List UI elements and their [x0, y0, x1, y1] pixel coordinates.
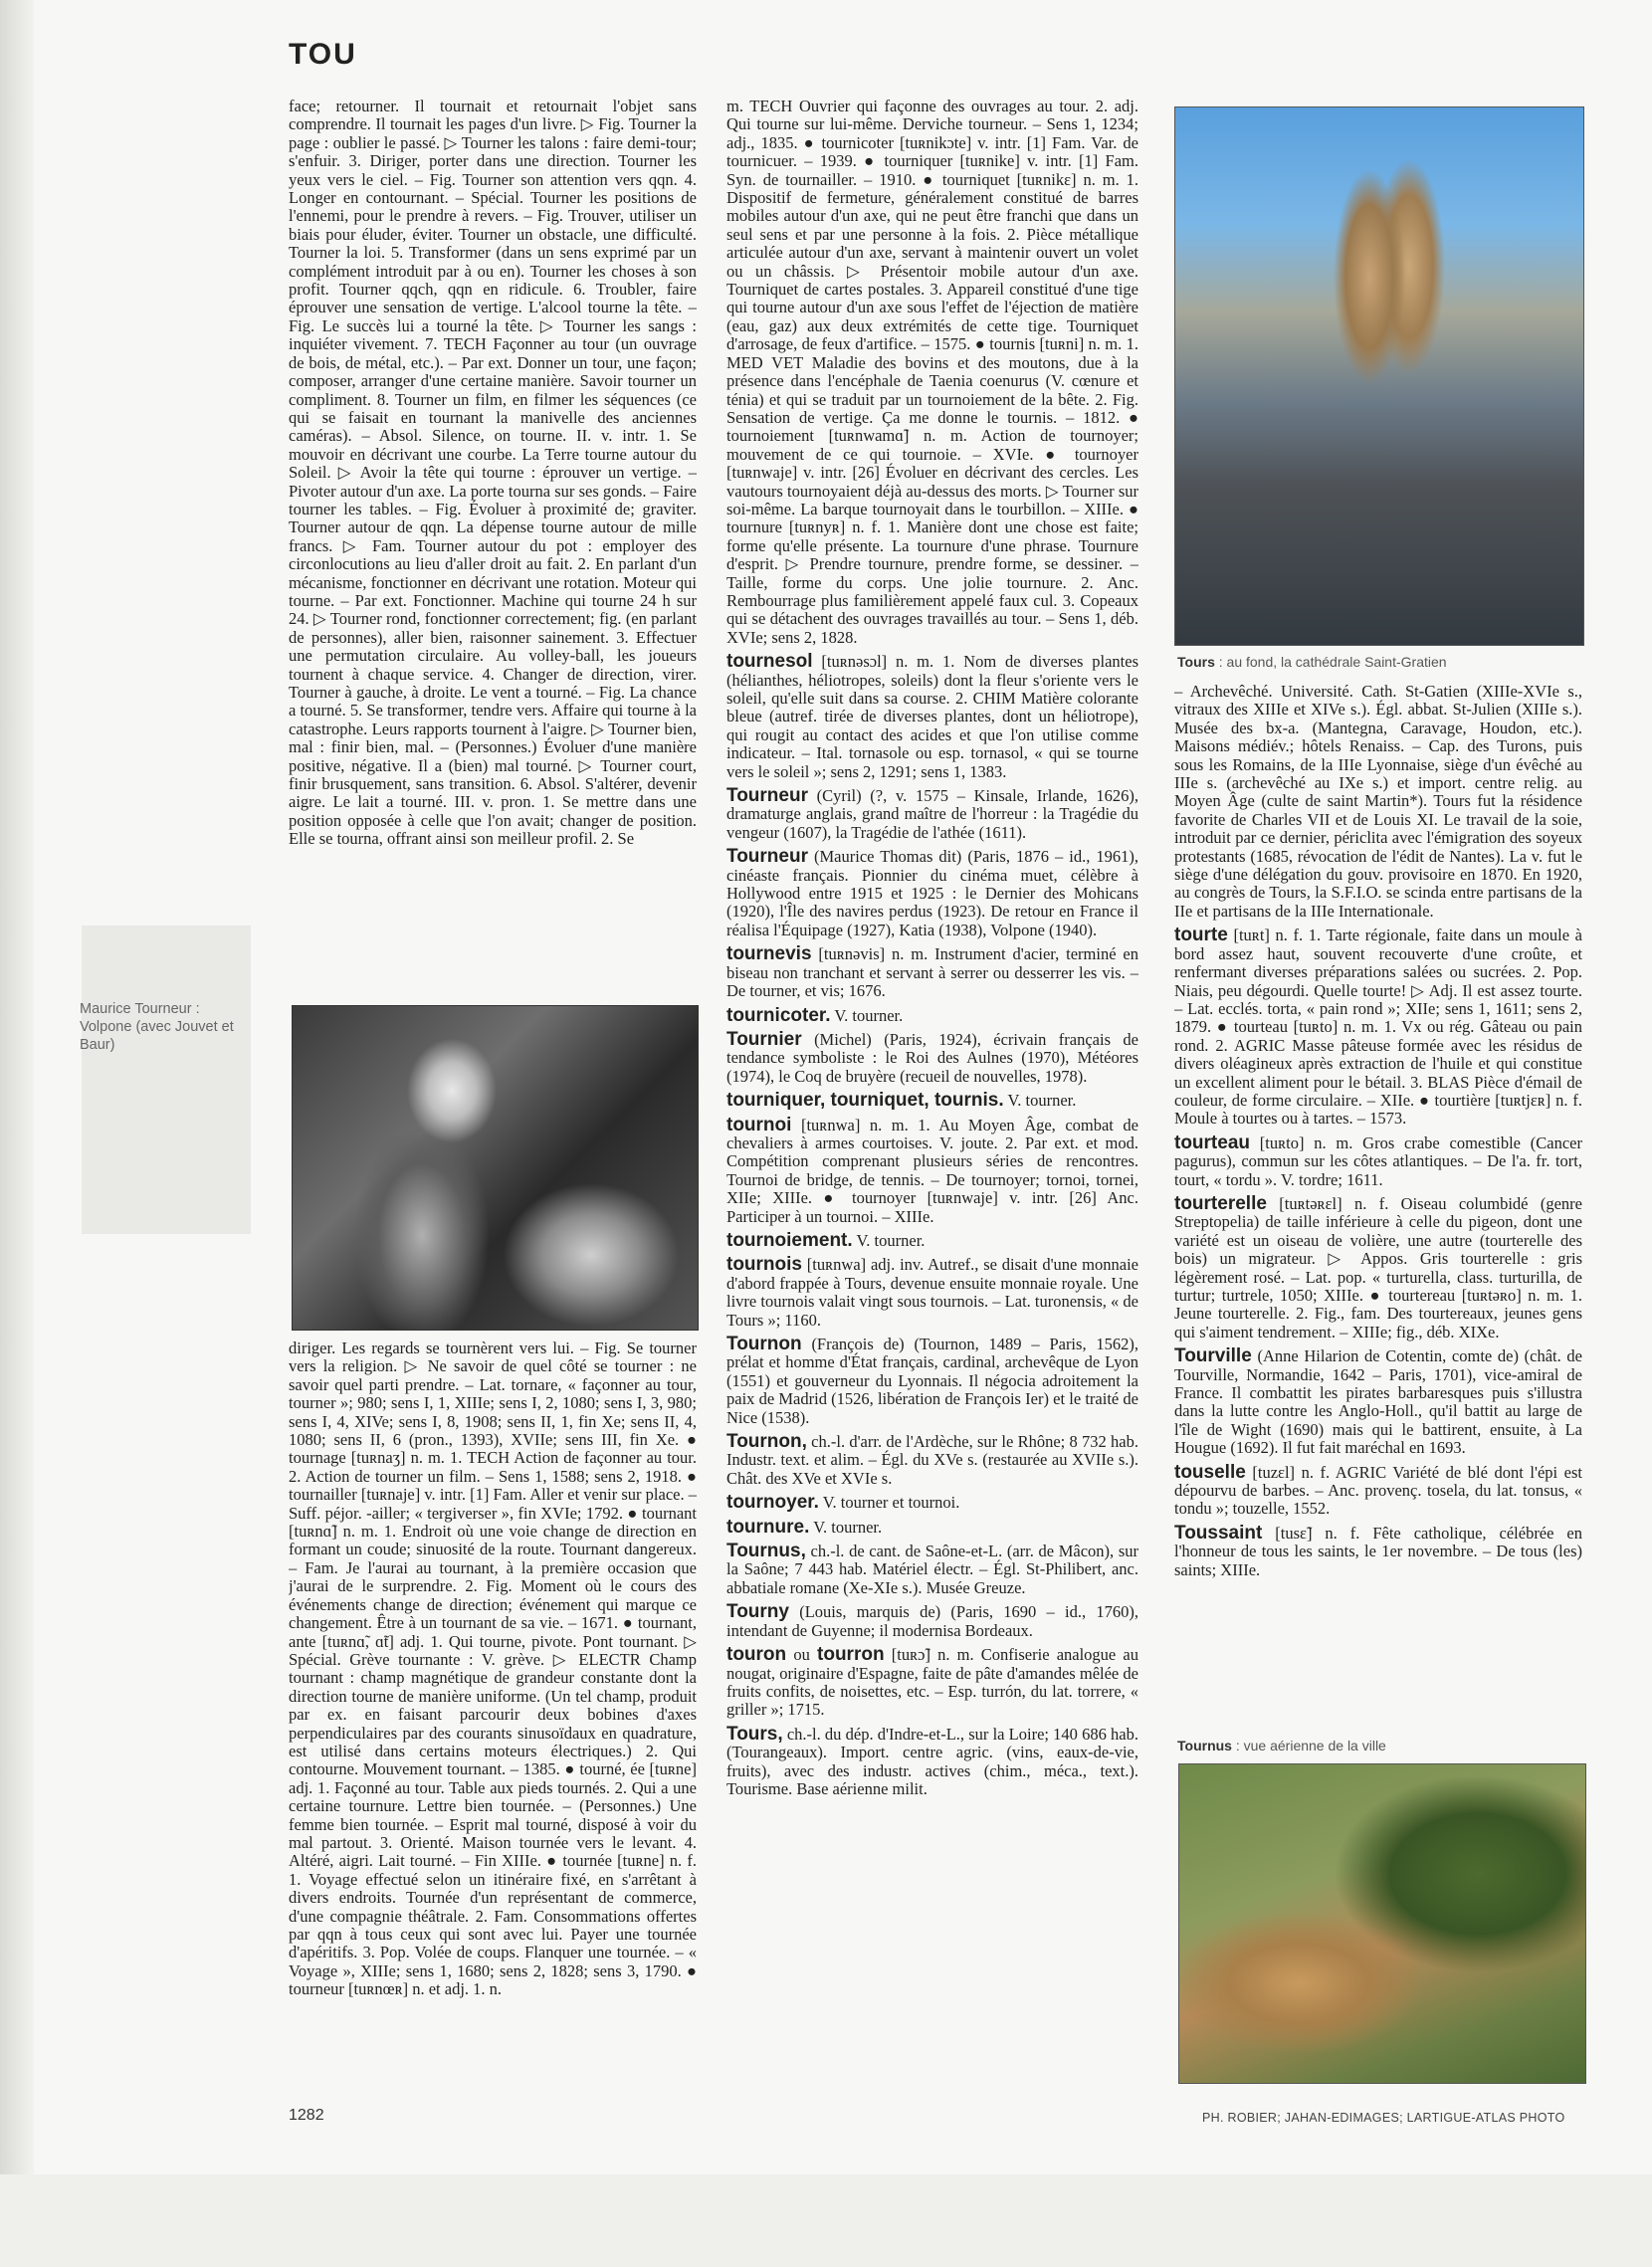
dictionary-entry: tournoiement. V. tourner.	[726, 1229, 926, 1251]
dictionary-entry: tourterelle [tuʀtəʀɛl] n. f. Oiseau columbidé (genre Streptopelia) de taille inférieure à celle du pigeon, dont une variété est un oiseau de volière, une autre (tourterelle des bois) un migrateur. ▷ Appos. Gris tourterelle : gris légèrement rosé. – Lat. pop. « turturella, class. turturilla, de turtur; turtrele, 1050; XIIIe. ● tourtereau [tuʀtəʀo] n. m. 1. Jeune tourterelle. 2. Fig., fam. Des tourtereaux, jeunes gens qui s'aiment tendrement. – XIIIe; fig., déb. XIXe.	[1174, 1192, 1582, 1341]
dictionary-entry: tournicoter. V. tourner.	[726, 1004, 904, 1026]
dictionary-entry: touron ou tourron [tuʀɔ̃] n. m. Confiserie analogue au nougat, originaire d'Espagne, faite de pâte d'amandes mêlée de fruits confits, de noisettes, etc. – Esp. turrón, du lat. torrere, « griller »; 1715.	[726, 1644, 1138, 1720]
dictionary-entry: m. TECH Ouvrier qui façonne des ouvrages au tour. 2. adj. Qui tourne sur lui-même. Derviche tourneur. – Sens 1, 1234; adj., 1835. ● tournicoter [tuʀnikɔte] v. intr. [1] Fam. Var. de tournicuer. – 1939. ● tourniquer [tuʀnike] v. intr. [1] Fam. Syn. de tournailler. – 1910. ● tourniquet [tuʀnikɛ] n. m. 1. Dispositif de fermeture, généralement constitué de barres mobiles autour d'un axe, qui ne peut être franchi que dans un seul sens et par une personne à la fois. 2. Pièce métallique articulée autour d'un axe, servant à maintenir ouvert un volet ou un châssis. ▷ Présentoir mobile autour d'un axe. Tourniquet de cartes postales. 3. Appareil constitué d'une tige qui tourne autour d'un axe sous l'effet de l'éjection de matière (eau, gaz) aux deux extrémités de cette tige. Tourniquet d'arrosage, de feux d'artifice. – 1575. ● tournis [tuʀni] n. m. 1. MED VET Maladie des bovins et des moutons, due à la présence dans l'encéphale de Taenia coenurus (V. cœnure et ténia) et qui se traduit par un tournoiement de la bête. 2. Fig. Sensation de vertige. Ça me donne le tournis. – 1812. ● tournoiement [tuʀnwamɑ̃] n. m. Action de tournoyer; mouvement de ce qui tournoie. – XVIe. ● tournoyer [tuʀnwaje] v. intr. [26] Évoluer en décrivant des cercles. Les vautours tournoyaient déjà au-dessus des morts. ▷ Tourner sur soi-même. La barque tournoyait dans le tourbillon. – XIIIe. ● tournure [tuʀnyʀ] n. f. 1. Manière dont une chose est faite; forme qu'elle présente. La tournure d'une phrase. Tournure d'esprit. ▷ Prendre tournure, prendre forme, se dessiner. – Taille, forme du corps. Une jolie tournure. 2. Anc. Rembourrage plus familièrement appelé faux cul. 3. Copeaux qui se détachent des ouvrages travaillés au tour. – Sens 1, déb. XVIe; sens 2, 1828.	[726, 98, 1138, 647]
column-1-bottom	[289, 1340, 697, 2088]
caption-tournus	[1177, 1737, 1386, 1754]
dictionary-entry: Tournier (Michel) (Paris, 1924), écrivain français de tendance symboliste : le Roi des Aulnes (1970), Météores (1974), le Coq de bruyère (recueil de nouvelles, 1978).	[726, 1028, 1138, 1086]
page-gutter	[0, 0, 34, 2267]
caption-tournus-name: Tournus	[1177, 1738, 1232, 1753]
column-1-top	[289, 98, 697, 978]
dictionary-entry: tournure. V. tourner.	[726, 1516, 883, 1538]
caption-tours	[1177, 653, 1447, 671]
caption-tournus-text: : vue aérienne de la ville	[1235, 1738, 1386, 1753]
dictionary-entry: tourniquer, tourniquet, tournis. V. tourner.	[726, 1090, 1077, 1112]
caption-tourneur-name: Maurice Tourneur	[80, 1001, 192, 1017]
column-2	[726, 98, 1138, 2088]
page-number: 1282	[289, 2107, 324, 2124]
dictionary-entry: – Archevêché. Université. Cath. St-Gatien (XIIIe-XVIe s., vitraux des XIIIe et XIVe s.). Égl. abbat. St-Julien (XIIIe s.). Musée des bx-a. (Mantegna, Caravage, Houdon, etc.). Maisons médiév.; hôtels Renaiss. – Cap. des Turons, puis sous les Romains, de la IIIe Lyonnaise, siège d'un évêché au IIIe s. (archevêché au IXe s.) et import. centre relig. au Moyen Âge (culte de saint Martin*). Tours fut la résidence favorite de Charles VII et de Louis XI. Le travail de la soie, introduit par ce dernier, périclita avec l'émigration des soyeux protestants (1685, révocation de l'édit de Nantes). La v. fut le siège d'une délégation du gouv. provisoire en 1870. En 1920, au congrès de Tours, la S.F.I.O. se scinda entre partisans de la IIe et partisans de la IIIe Internationale.	[1174, 683, 1582, 921]
dictionary-entry: tournevis [tuʀnəvis] n. m. Instrument d'acier, terminé en biseau non tranchant et servant à serrer ou desserrer les vis. – De tourner, et vis; 1676.	[726, 943, 1138, 1001]
running-head: TOU	[289, 38, 357, 71]
dictionary-entry: Tourville (Anne Hilarion de Cotentin, comte de) (chât. de Tourville, Normandie, 1642 – Paris, 1701), vice-amiral de France. Il combattit les pirates barbaresques puis s'illustra dans la lutte contre les Anglo-Holl., qu'il battit au large de l'île de Wight (1690) mais qui le battirent, ensuite, à La Hougue (1692). Il fut fait maréchal en 1693.	[1174, 1345, 1582, 1458]
column-3	[1174, 683, 1582, 1738]
dictionary-entry: touselle [tuzɛl] n. f. AGRIC Variété de blé dont l'épi est dépourvu de barbes. – Anc. provenç. tosela, du lat. tonsus, « tondu »; touzelle, 1552.	[1174, 1461, 1582, 1519]
dictionary-entry: Toussaint [tusɛ̃] n. f. Fête catholique, célébrée en l'honneur de tous les saints, le 1er novembre. – De tous (les) saints; XIIIe.	[1174, 1522, 1582, 1579]
dictionary-entry: Tourneur (Cyril) (?, v. 1575 – Kinsale, Irlande, 1626), dramaturge anglais, grand maître de l'horreur : la Tragédie du vengeur (1607), la Tragédie de l'athée (1611).	[726, 785, 1138, 842]
caption-tourneur-text: : Volpone (avec Jouvet et Baur)	[80, 1001, 234, 1053]
dictionary-entry: tourteau [tuʀto] n. m. Gros crabe comestible (Cancer pagurus), commun sur les côtes atlantiques. – De l'a. fr. tort, tourt, « tordu ». V. tordre; 1611.	[1174, 1132, 1582, 1189]
photo-tours-cathedral	[1174, 106, 1584, 646]
dictionary-entry: Tournon (François de) (Tournon, 1489 – Paris, 1562), prélat et homme d'État français, cardinal, archevêque de Lyon (1551) et gouverneur du Lyonnais. Il négocia adroitement la paix de Madrid (1526, libération de François Ier) et le traité de Nice (1538).	[726, 1334, 1138, 1427]
dictionary-entry: Tourny (Louis, marquis de) (Paris, 1690 – id., 1760), intendant de Guyenne; il modernisa Bordeaux.	[726, 1601, 1138, 1640]
caption-tours-text: : au fond, la cathédrale Saint-Gratien	[1218, 654, 1447, 670]
dictionary-entry: Tours, ch.-l. du dép. d'Indre-et-L., sur la Loire; 140 686 hab. (Tourangeaux). Import. centre agric. (vins, eaux-de-vie, fruits), avec des industr. actives (chim., méca., text.). Tourisme. Base aérienne milit.	[726, 1723, 1138, 1798]
photo-tournus-aerial	[1178, 1763, 1586, 2084]
margin-caption-card	[82, 926, 251, 1234]
dictionary-entry: Tourneur (Maurice Thomas dit) (Paris, 1876 – id., 1961), cinéaste français. Pionnier du cinéma muet, célèbre à Hollywood entre 1915 et 1925 : le Dernier des Mohicans (1920), l'Île des navires perdus (1923). De retour en France il réalisa l'Équipage (1927), Katia (1938), Volpone (1940).	[726, 846, 1138, 939]
caption-tourneur	[80, 1000, 254, 1054]
dictionary-entry: tourte [tuʀt] n. f. 1. Tarte régionale, faite dans un moule à bord assez haut, souvent recouverte d'une croûte, et renfermant diverses préparations salées ou sucrées. 2. Pop. Niais, peu dégourdi. Quelle tourte! ▷ Adj. Il est assez tourte. – Lat. ecclés. torta, « pain rond »; XIIe; sens 1, 1611; sens 2, 1879. ● tourteau [tuʀto] n. m. 1. Vx ou rég. Gâteau ou pain rond. 2. AGRIC Masse pâteuse formée avec les résidus de divers oléagineux après extraction de l'huile et qui constitue un excellent aliment pour le bétail. 3. BLAS Pièce d'émail de couleur, de forme circulaire. – XIIe. ● tourtière [tuʀtjɛʀ] n. f. Moule à tourtes ou à tartes. – 1573.	[1174, 925, 1582, 1129]
photo-credit: PH. ROBIER; JAHAN-EDIMAGES; LARTIGUE-ATLAS PHOTO	[1202, 2111, 1565, 2125]
dictionary-entry: face; retourner. Il tournait et retournait l'objet sans comprendre. Il tournait les pages d'un livre. ▷ Fig. Tourner la page : oublier le passé. ▷ Tourner les talons : faire demi-tour; s'enfuir. 3. Diriger, porter dans une direction. Tourner les yeux vers le ciel. – Fig. Tourner son attention vers qqn. 4. Longer en contournant. – Spécial. Tourner les positions de l'ennemi, pour le prendre à revers. – Fig. Trouver, utiliser un biais pour éluder, éviter. Tourner un obstacle, une difficulté. Tourner la loi. 5. Transformer (dans un sens exprimé par un complément introduit par à ou en). Tourner les choses à son profit. Tourner qqch, qqn en ridicule. 6. Troubler, faire éprouver une sensation de vertige. L'alcool tourne la tête. – Fig. Le succès lui a tourné la tête. ▷ Tourner les sangs : inquiéter vivement. 7. TECH Façonner au tour (un ouvrage de bois, de métal, etc.). – Par ext. Donner un tour, une façon; composer, arranger d'une certaine manière. Savoir tourner un compliment. 8. Tourner un film, en filmer les séquences (ce qui se faisait en tournant la manivelle des anciennes caméras). – Absol. Silence, on tourne. II. v. intr. 1. Se mouvoir en décrivant une courbe. La Terre tourne autour du Soleil. ▷ Avoir la tête qui tourne : éprouver un vertige. – Pivoter autour d'un axe. La porte tourna sur ses gonds. – Faire tourner les tables. – Fig. Évoluer à proximité de; graviter. Tourner autour de qqn. La dépense tourne autour de mille francs. ▷ Fam. Tourner autour du pot : employer des circonlocutions au lieu d'aller droit au fait. 2. En parlant d'un mécanisme, fonctionner en décrivant une rotation. Moteur qui tourne. – Par ext. Fonctionner. Machine qui tourne 24 h sur 24. ▷ Tourner rond, fonctionner correctement; fig. (en parlant de personnes), aller bien, raisonner sainement. 3. Effectuer une permutation circulaire. Au volley-ball, les joueurs tournent à chaque service. 4. Changer de direction, virer. Tourner à gauche, à droite. Le vent a tourné. – Fig. La chance a tourné. 5. Se transformer, tendre vers. Affaire qui tourne à la catastrophe. Leurs rapports tournent à l'aigre. ▷ Tourner bien, mal : finir bien, mal. – (Personnes.) Évoluer d'une manière positive, négative. Il a (bien) mal tourné. ▷ Tourner court, finir brusquement, sans transition. 6. Absol. S'altérer, devenir aigre. Le lait a tourné. III. v. pron. 1. Se mettre dans une position opposée à celle que l'on avait; changer de position. Elle se tourna, offrant ainsi son meilleur profil. 2. Se	[289, 98, 697, 849]
photo-volpone-still	[292, 1005, 699, 1331]
dictionary-entry: tournoyer. V. tourner et tournoi.	[726, 1492, 960, 1514]
dictionary-entry: Tournon, ch.-l. d'arr. de l'Ardèche, sur le Rhône; 8 732 hab. Industr. text. et alim. – Égl. du XVe s. (restaurée au XVIIe s.). Chât. des XVe et XVIe s.	[726, 1431, 1138, 1488]
dictionary-entry: tournesol [tuʀnəsɔl] n. m. 1. Nom de diverses plantes (hélianthes, héliotropes, soleils) dont la fleur s'oriente vers le soleil, qu'elle suit dans sa course. 2. CHIM Matière colorante bleue (autref. tirée de diverses plantes, dont un héliotrope), qui rougit au contact des acides et que l'on utilise comme indicateur. – Ital. tornasole ou esp. tornasol, « qui se tourne vers le soleil »; sens 2, 1291; sens 1, 1383.	[726, 651, 1138, 781]
dictionary-entry: Tournus, ch.-l. de cant. de Saône-et-L. (arr. de Mâcon), sur la Saône; 7 443 hab. Matériel électr. – Égl. St-Philibert, anc. abbatiale romane (Xe-XIe s.). Musée Greuze.	[726, 1541, 1138, 1597]
caption-tours-name: Tours	[1177, 654, 1215, 670]
dictionary-entry: diriger. Les regards se tournèrent vers lui. – Fig. Se tourner vers la religion. ▷ Ne savoir de quel côté se tourner : ne savoir quel parti prendre. – Lat. tornare, « façonner au tour, tourner »; 980; sens I, 1, XIIIe; sens I, 2, 1080; sens I, 3, 980; sens I, 4, XIVe; sens I, 8, 1908; sens II, 1, fin Xe; sens II, 4, 1080; sens II, 6 (pron., 1393), XVIIe; sens III, fin Xe. ● tournage [tuʀnaʒ] n. m. 1. TECH Action de façonner au tour. 2. Action de tourner un film. – Sens 1, 1588; sens 2, 1918. ● tournailler [tuʀnaje] v. intr. [1] Fam. Aller et venir sur place. – Suff. péjor. -ailler; « tergiverser », fin XVIe; 1792. ● tournant [tuʀnɑ̃] n. m. 1. Endroit où une voie change de direction en formant un coude; sinuosité de la route. Tournant dangereux. – Fam. Je l'aurai au tournant, à la première occasion que j'aurai de le surprendre. 2. Fig. Moment où le cours des événements change de direction; événement qui marque ce changement. Être à un tournant de sa vie. – 1671. ● tournant, ante [tuʀnɑ̃, ɑ̃t] adj. 1. Qui tourne, pivote. Pont tournant. ▷ Spécial. Grève tournante : V. grève. ▷ ELECTR Champ tournant : champ magnétique de grandeur constante dont la direction tourne de manière uniforme. (Un tel champ, produit par ex. en faisant parcourir deux bobines d'axes perpendiculaires par des courants sinusoïdaux en quadrature, est utilisé dans certains moteurs électriques.) 2. Qui contourne. Mouvement tournant. – 1385. ● tourné, ée [tuʀne] adj. 1. Façonné au tour. Table aux pieds tournés. 2. Qui a une certaine tournure. Lettre bien tournée. – (Personnes.) Une femme bien tournée. – Esprit mal tourné, disposé à voir du mal partout. 3. Orienté. Maison tournée vers le levant. 4. Altéré, aigri. Lait tourné. – Fin XIIIe. ● tournée [tuʀne] n. f. 1. Voyage effectué selon un itinéraire fixé, en s'arrêtant à divers endroits. Tournée d'un représentant de commerce, d'une compagnie théâtrale. 2. Fam. Consommations offertes par qqn à tous ceux qui sont avec lui. Payer une tournée d'apéritifs. 3. Pop. Volée de coups. Flanquer une tournée. – « Voyage », XIIIe; sens 1, 1680; sens 2, 1828; sens 3, 1790. ● tourneur [tuʀnœʀ] n. et adj. 1. n.	[289, 1340, 697, 1999]
dictionary-entry: tournois [tuʀnwa] adj. inv. Autref., se disait d'une monnaie d'abord frappée à Tours, devenue ensuite monnaie royale. Une livre tournois valait vingt sous tournois. – Lat. turonensis, « de Tours »; 1160.	[726, 1254, 1138, 1330]
page-bottom-margin	[0, 2174, 1652, 2267]
dictionary-entry: tournoi [tuʀnwa] n. m. 1. Au Moyen Âge, combat de chevaliers à armes courtoises. V. joute. 2. Par ext. et mod. Compétition comprenant plusieurs séries de rencontres. Tournoi de bridge, de tennis. – De tournoyer; tornoi, tornei, XIIe; XIIIe. ● tournoyer [tuʀnwaje] v. intr. [26] Anc. Participer à un tournoi. – XIIIe.	[726, 1114, 1138, 1226]
